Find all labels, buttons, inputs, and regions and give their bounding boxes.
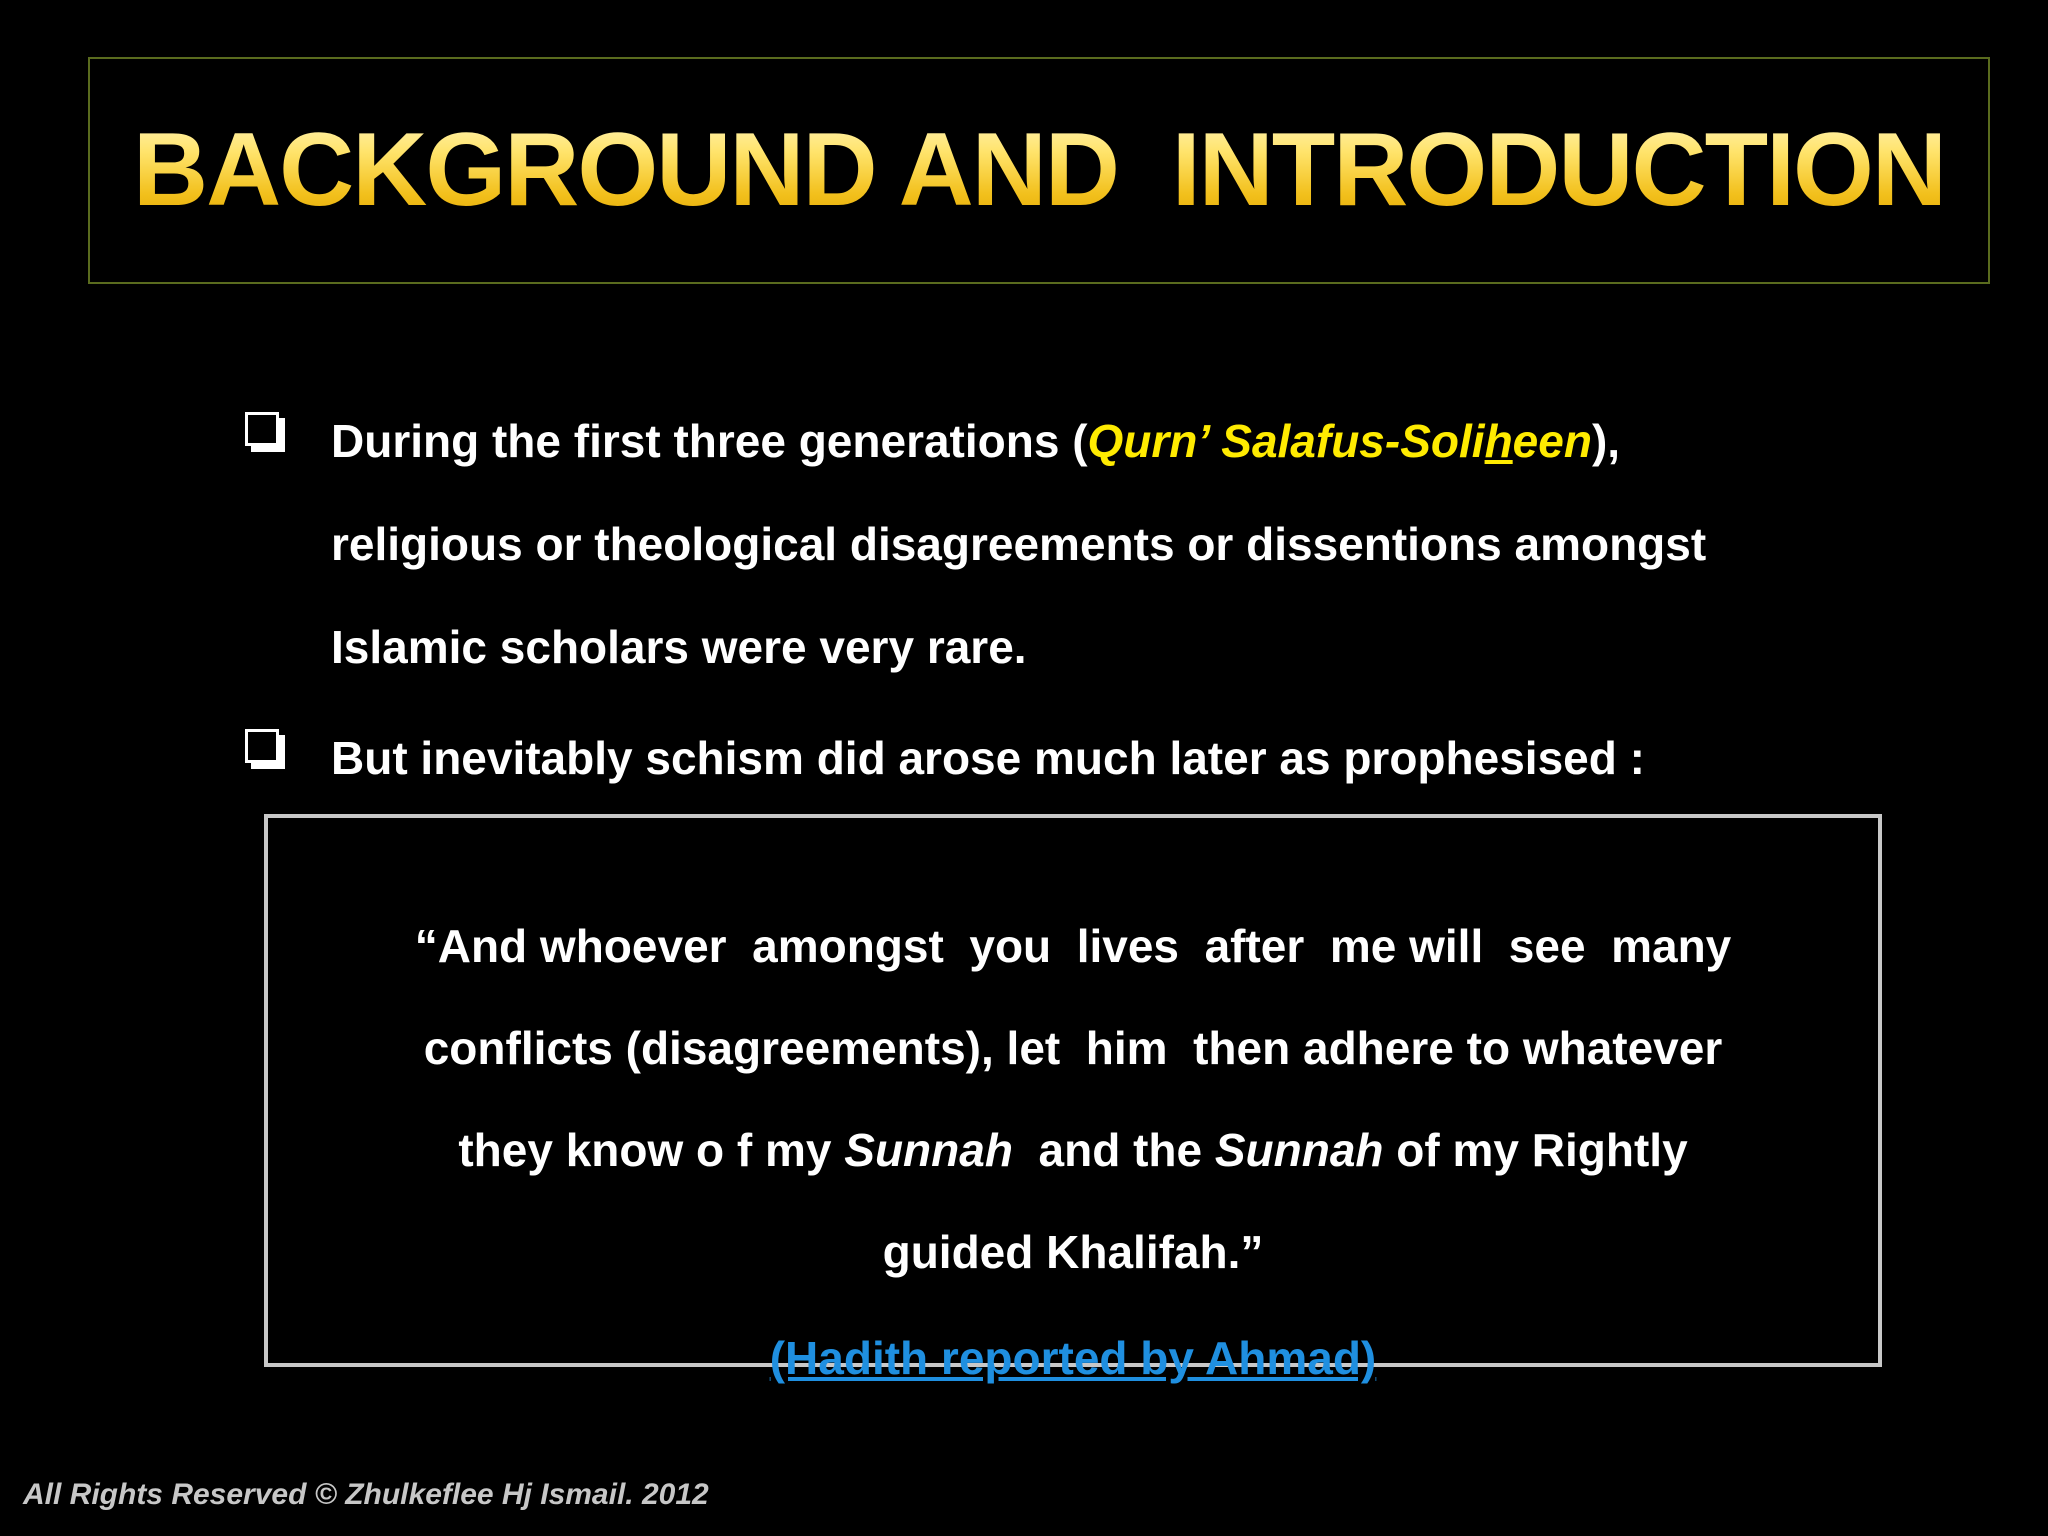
bullet-item-schism [243,707,1843,810]
bullet-line: But inevitably schism did arose much later as prophesised : [331,732,1645,784]
bullet-text: During the first three generations ( [331,415,1088,467]
bullet-line: religious or theological disagreements or dissentions amongst [331,518,1707,570]
copyright-footer: All Rights Reserved © Zhulkeflee Hj Ismail. 2012 [23,1478,709,1511]
quote-line: “And whoever amongst you lives after me will see many [414,920,1732,972]
hadith-quote [268,895,1878,1303]
highlighted-term [1088,415,1592,467]
checkbox-bullet-icon [245,729,279,763]
quote-text-part: they know o f my [458,1124,845,1176]
highlighted-term-part: Qurn’ Salafus-Soli [1087,415,1485,467]
highlighted-term-part: een [1512,415,1592,467]
bullet-text: ), [1591,415,1621,467]
slide-title: BACKGROUND AND INTRODUCTION [132,112,1946,228]
quote-line: guided Khalifah.” [882,1226,1264,1278]
quote-term-sunnah: Sunnah [1214,1124,1384,1176]
bullet-item-generations [243,390,1843,699]
highlighted-term-underlined: h [1484,415,1513,467]
bullet-line: Islamic scholars were very rare. [331,621,1027,673]
quote-line [268,1099,1878,1201]
hadith-source-link[interactable]: (Hadith reported by Ahmad) [769,1332,1377,1384]
quote-term-sunnah: Sunnah [844,1124,1013,1176]
bullet-line [331,390,1843,493]
bullet-list [243,390,1843,810]
checkbox-bullet-icon [245,412,279,446]
quote-text-part: of my Rightly [1383,1124,1688,1176]
title-frame [88,57,1990,284]
quote-text-part: and the [1012,1124,1215,1176]
quote-line: conflicts (disagreements), let him then adhere to whatever [423,1022,1723,1074]
